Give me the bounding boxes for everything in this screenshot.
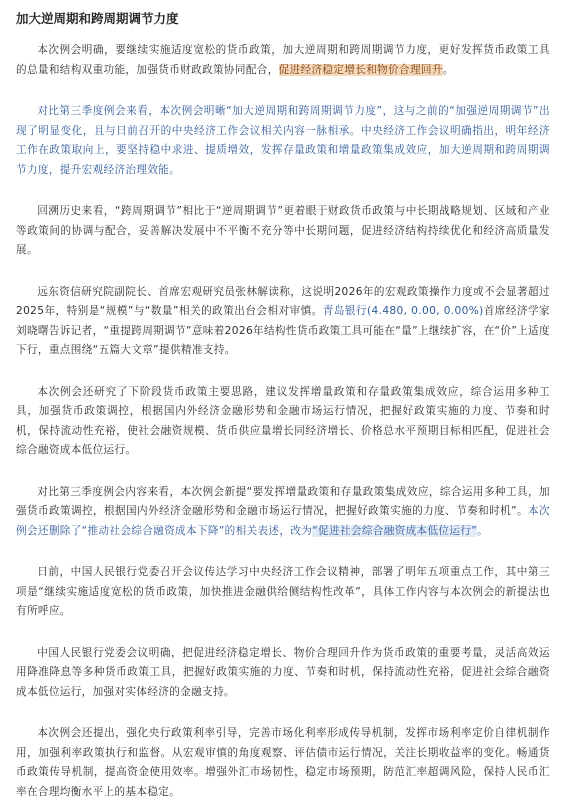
paragraph-1 (16, 41, 550, 80)
section-heading: 加大逆周期和跨周期调节力度 (16, 11, 179, 26)
paragraph-4-tail: 首席经济学家刘晓曙告诉记者，“重提跨周期调节”意味着2026年结构性货币政策工具可能在“量”上继续扩容，在“价”上适度下行，重点围绕“五篇大文章”提供精准支持。 (16, 305, 550, 356)
paragraph-6-tail: 。 (477, 524, 489, 537)
paragraph-5: 本次例会还研究了下阶段货币政策主要思路，建议发挥增量政策和存量政策集成效应，综合运用多种工具，加强货币政策调控，根据国内外经济金融形势和金融市场运行情况，把握好政策实施的力度、节奏和时机，保持流动性充裕，使社会融资规模、货币供应量增长同经济增长、价格总水平预期目标相匹配，促进社会综合融资成本低位运行。 (16, 385, 550, 456)
paragraph-4-lead: 远东资信研究院副院长、首席宏观研究员张林解读称，这说明2026年的宏观政策操作力度或不会显著超过2025年，特别是“规模”与“数量”相关的政策出台会相对审慎。 (16, 285, 550, 317)
paragraph-3: 回溯历史来看，“跨周期调节”相比于“逆周期调节”更着眼于财政货币政策与中长期战略规划、区域和产业等政策间的协调与配合，妥善解决发展中不平衡不充分等中长期问题，促进经济结构持续优化和经济高质量发展。 (16, 205, 550, 256)
paragraph-1-highlight: 促进经济稳定增长和物价合理回升 (278, 63, 443, 76)
paragraph-6-highlight: “促进社会综合融资成本低位运行” (312, 524, 478, 537)
stock-quote-link[interactable]: 青岛银行(4.480, 0.00, 0.00%) (322, 305, 484, 317)
paragraph-9: 本次例会还提出，强化央行政策利率引导，完善市场化利率形成传导机制，发挥市场利率定价自律机制作用，加强利率政策执行和监督。从宏观审慎的角度观察、评估债市运行情况，关注长期收益率的变化。畅通货币政策传导机制，提高资金使用效率。增强外汇市场韧性，稳定市场预期，防范汇率超调风险，保持人民币汇率在合理均衡水平上的基本稳定。 (16, 727, 550, 798)
paragraph-2: 对比第三季度例会来看，本次例会明晰“加大逆周期和跨周期调节力度”，这与之前的“加强逆周期调节”出现了明显变化，且与日前召开的中央经济工作会议相关内容一脉相承。中央经济工作会议明确指出，明年经济工作在政策取向上，要坚持稳中求进、提质增效，发挥存量政策和增量政策集成效应，加大逆周期和跨周期调节力度，提升宏观经济治理效能。 (16, 105, 550, 176)
paragraph-1-lead: 本次例会明确，要继续实施适度宽松的货币政策，加大逆周期和跨周期调节力度，更好发挥货币政策工具的总量和结构双重功能，加强货币财政政策协同配合， (16, 44, 550, 76)
paragraph-4 (16, 283, 550, 361)
paragraph-6-lead: 对比第三季度例会内容来看，本次例会新提“要发挥增量政策和存量政策集成效应，综合运用多种工具，加强货币政策调控，根据国内外经济金融形势和金融市场运行情况，把握好政策实施的力度、节奏和时机”。 (16, 485, 550, 517)
paragraph-6-blue-text: 本次例会还删除了“推动社会综合融资成本下降”的相关表述，改为 (16, 505, 550, 537)
paragraph-7: 日前，中国人民银行党委召开会议传达学习中央经济工作会议精神，部署了明年五项重点工作，其中第三项是“继续实施适度宽松的货币政策，加快推进金融供给侧结构性改革”，具体工作内容与本次例会的新提法也有所呼应。 (16, 566, 550, 617)
paragraph-8: 中国人民银行党委会议明确，把促进经济稳定增长、物价合理回升作为货币政策的重要考量，灵活高效运用降准降息等多种货币政策工具，把握好政策实施的力度、节奏和时机，保持流动性充裕，促进社会综合融资成本低位运行，加强对实体经济的金融支持。 (16, 646, 550, 698)
paragraph-1-tail: 。 (442, 63, 454, 76)
paragraph-6 (16, 483, 550, 542)
